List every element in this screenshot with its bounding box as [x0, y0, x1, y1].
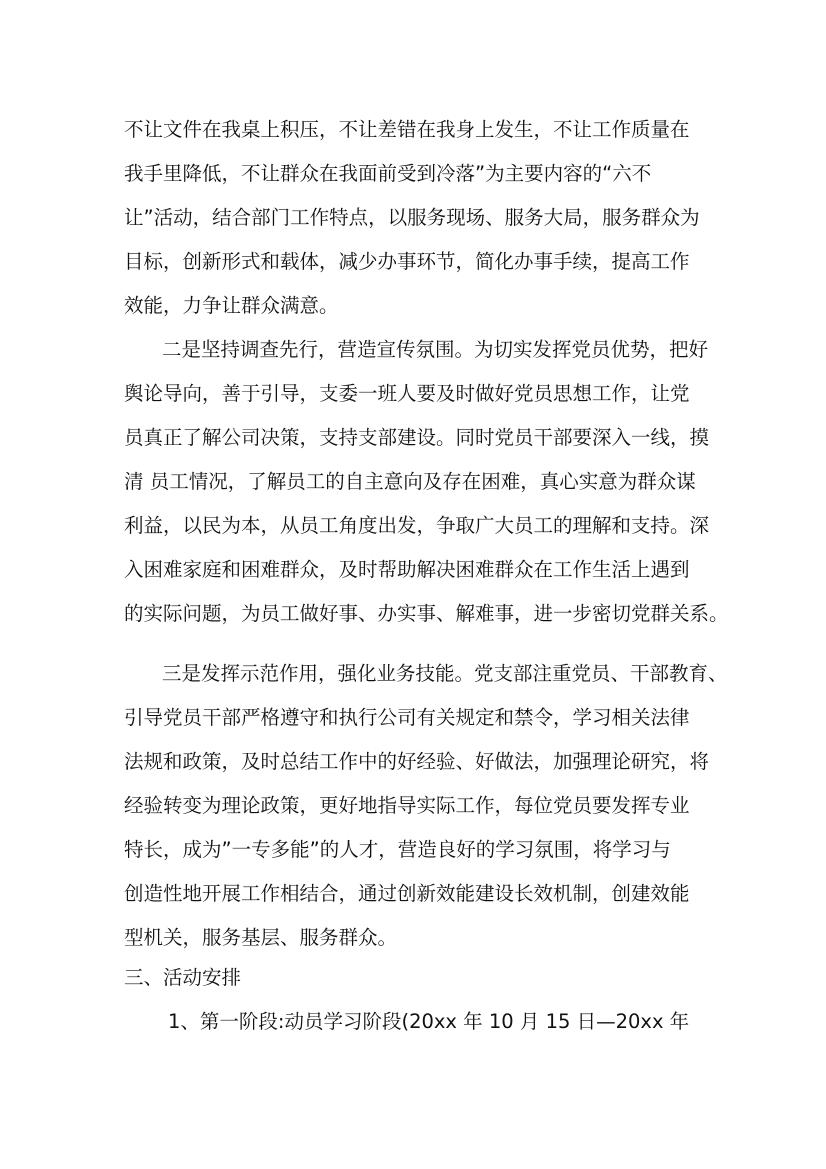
paragraph-line: 经验转变为理论政策，更好地指导实际工作，每位党员要发挥专业: [124, 794, 690, 817]
paragraph-line: 引导党员干部严格遵守和执行公司有关规定和禁令，学习相关法律: [124, 706, 690, 729]
paragraph-line: 利益，以民为本，从员工角度出发，争取广大员工的理解和支持。深: [124, 514, 710, 537]
paragraph-line: 入困难家庭和困难群众，及时帮助解决困难群众在工作生活上遇到: [124, 558, 690, 581]
paragraph-line: 创造性地开展工作相结合，通过创新效能建设长效机制，创建效能: [124, 882, 690, 905]
paragraph-line: 效能，力争让群众满意。: [124, 294, 339, 317]
list-item: 1、第一阶段:动员学习阶段(20xx 年 10 月 15 日—20xx 年: [168, 1010, 690, 1033]
paragraph-line: 不让文件在我桌上积压，不让差错在我身上发生，不让工作质量在: [124, 118, 690, 141]
paragraph-line: 员真正了解公司决策，支持支部建设。同时党员干部要深入一线，摸: [124, 426, 710, 449]
paragraph-line: 型机关，服务基层、服务群众。: [124, 926, 398, 949]
paragraph-line: 让”活动，结合部门工作特点，以服务现场、服务大局，服务群众为: [124, 206, 700, 229]
paragraph-line: 的实际问题，为员工做好事、办实事、解难事，进一步密切党群关系。: [124, 602, 729, 625]
paragraph-line: 特长，成为”一专多能”的人才，营造良好的学习氛围，将学习与: [124, 838, 671, 861]
paragraph-line: 我手里降低，不让群众在我面前受到冷落”为主要内容的“六不: [124, 162, 652, 185]
paragraph-line: 二是坚持调查先行，营造宣传氛围。为切实发挥党员优势，把好: [162, 338, 709, 361]
paragraph-line: 目标，创新形式和载体，减少办事环节，简化办事手续，提高工作: [124, 250, 690, 273]
paragraph-line: 舆论导向，善于引导，支委一班人要及时做好党员思想工作，让党: [124, 382, 690, 405]
paragraph-line: 清 员工情况，了解员工的自主意向及存在困难，真心实意为群众谋: [124, 470, 696, 493]
section-heading: 三、活动安排: [124, 966, 242, 989]
paragraph-line: 法规和政策，及时总结工作中的好经验、好做法，加强理论研究，将: [124, 750, 710, 773]
paragraph-line: 三是发挥示范作用，强化业务技能。党支部注重党员、干部教育、: [162, 662, 728, 685]
